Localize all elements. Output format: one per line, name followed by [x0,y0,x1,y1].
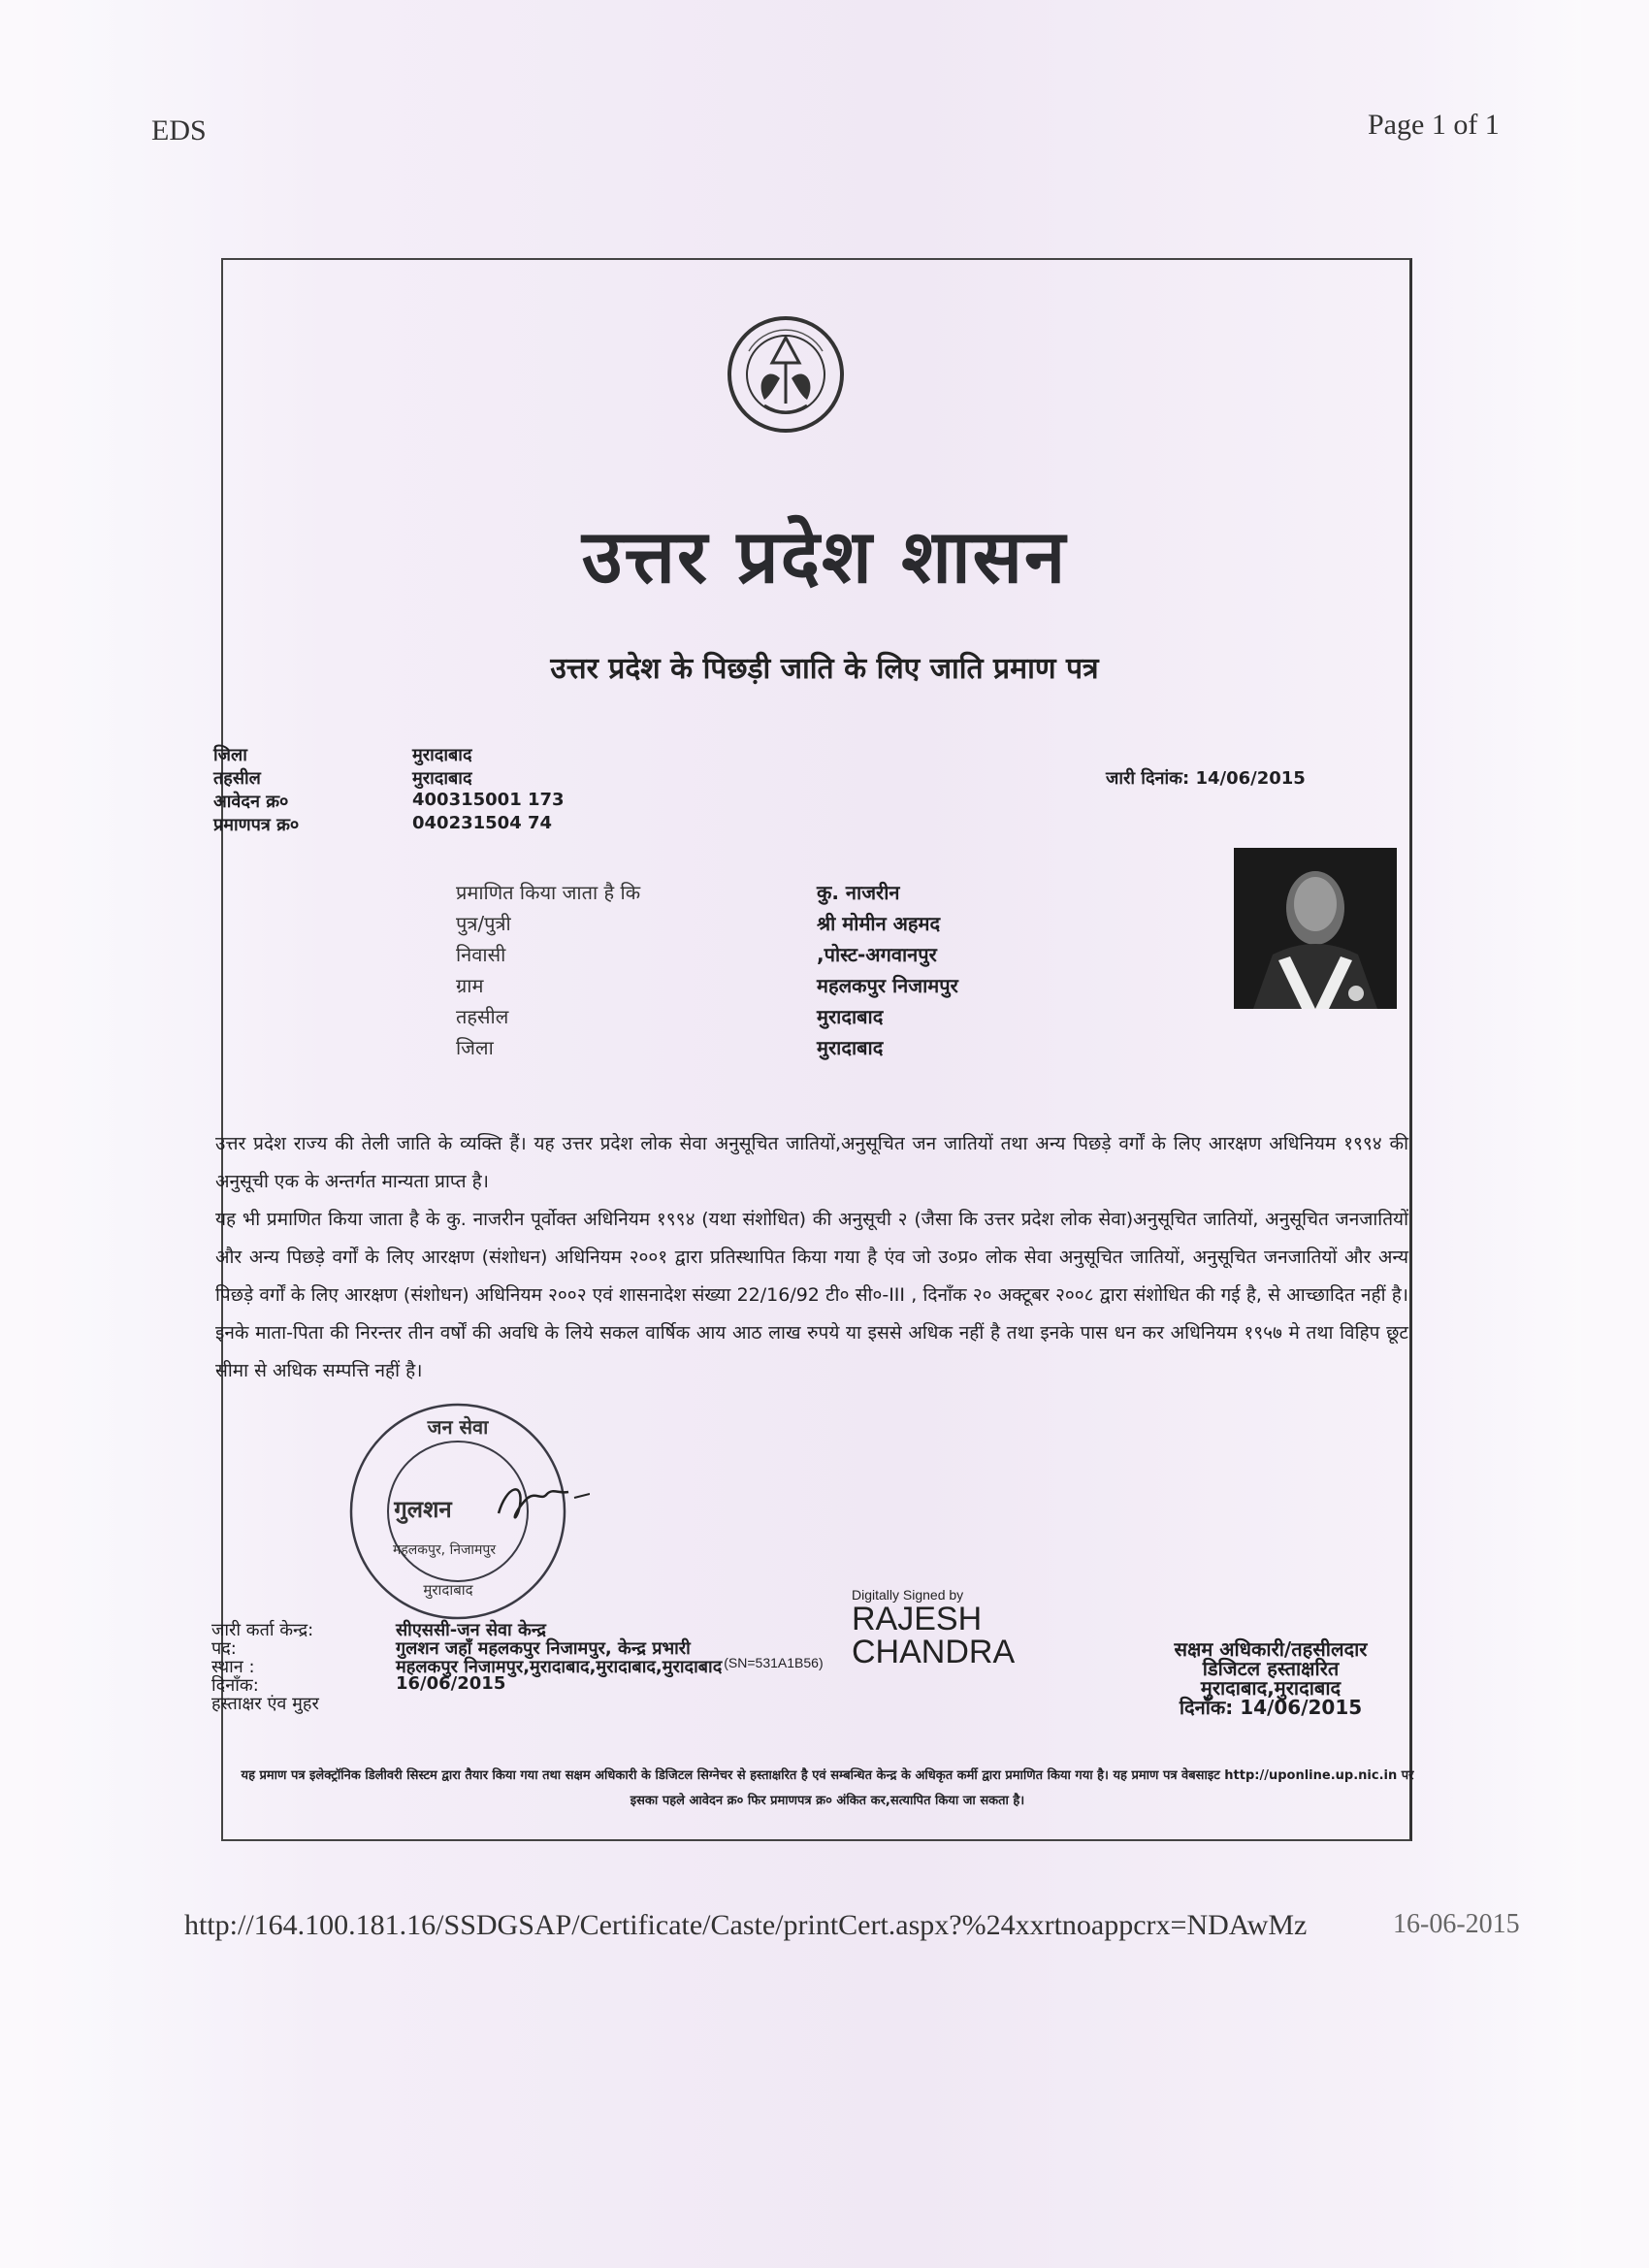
center-label: जारी कर्ता केन्द्र: [211,1620,314,1640]
issuer-block [211,1618,824,1714]
certified-label: प्रमाणित किया जाता है कि [456,881,641,904]
village-label: ग्राम [456,974,484,997]
signer-last-name: CHANDRA [852,1634,1016,1670]
officer-place: मुरादाबाद,मुरादाबाद [1200,1676,1342,1700]
person-tehsil-value: मुरादाबाद [817,1005,884,1028]
tehsil-value: मुरादाबाद [412,768,472,789]
scan-margin-right [1581,0,1649,2268]
scan-margin-left [0,0,68,2268]
certificate-subtitle: उत्तर प्रदेश के पिछड़ी जाति के लिए जाति प्रमाण पत्र [550,652,1099,686]
issuer-date-label: दिनाँक: [211,1675,259,1696]
certificate-meta [213,743,565,836]
issue-date-label: जारी दिनांक: [1106,768,1190,789]
post-label: पद: [211,1638,237,1659]
officer-date-value: 14/06/2015 [1240,1696,1363,1719]
officer-signed: डिजिटल हस्ताक्षरित [1202,1657,1340,1680]
person-name: कु. नाजरीन [817,881,900,904]
relation-label: पुत्र/पुत्री [456,912,511,935]
person-tehsil-label: तहसील [456,1005,509,1028]
seal-line-3: महलकपुर, निजामपुर [392,1542,497,1558]
address-value: ,पोस्ट-अगवानपुर [817,943,937,966]
place-label: स्थान : [211,1657,255,1677]
certificate-title: उत्तर प्रदेश शासन [581,513,1068,599]
certification-paragraph: यह भी प्रमाणित किया जाता है के कु. नाजरीन पूर्वोक्त अधिनियम १९९४ (यथा संशोधित) की अनुसूची २ (जैसा कि उत्तर प्रदेश लोक सेवा)अनुसूचित जातियों, अनुसूचित जनजातियों और अन्य पिछड़े वर्गों के लिए आरक्षण (संशोधन) अधिनियम २००१ द्वारा प्रतिस्थापित किया गया है एंव जो उ०प्र० लोक सेवा अनुसूचित जातियों, अनुसूचित जनजातियों और अन्य पिछड़े वर्गों के लिए आरक्षण (संशोधन) अधिनियम २००२ एवं शासनादेश संख्या 22/16/92 टी० सी०-III , दिनाँक २० अक्टूबर २००८ द्वारा संशोधित की गई है, से आच्छादित नहीं है।इनके माता-पिता की निरन्तर तीन वर्षों की अवधि के लिये सकल वार्षिक आय आठ लाख रुपये या इससे अधिक नहीं है तथा इनके पास धन कर अधिनियम १९५७ मे तथा विहिप छूट सीमा से अधिक सम्पत्ति नहीं है। [215,1209,1408,1381]
application-label: आवेदन क्र० [213,792,289,812]
print-url: http://164.100.181.16/SSDGSAP/Certificate/Caste/printCert.aspx?%24xxrtnoappcrx=NDAwMz [184,1909,1308,1941]
person-district-value: मुरादाबाद [817,1036,884,1059]
signer-serial: (SN=531A1B56) [724,1655,824,1670]
sign-seal-label: हस्ताक्षर एंव मुहर [211,1694,319,1714]
person-district-label: जिला [456,1036,494,1059]
caste-paragraph: उत्तर प्रदेश राज्य की तेली जाति के व्यक्ति हैं। यह उत्तर प्रदेश लोक सेवा अनुसूचित जातियों,अनुसूचित जन जातियों तथा अन्य पिछड़े वर्गों के लिए आरक्षण अधिनियम १९९४ की अनुसूची एक के अन्तर्गत मान्यता प्राप्त है। [215,1133,1408,1192]
issuer-date-value: 16/06/2015 [396,1673,506,1694]
district-label: जिला [213,745,247,765]
officer-date-label: दिनाँक: [1179,1696,1234,1719]
officer-date [1116,1698,1426,1717]
footer-note: यह प्रमाण पत्र इलेक्ट्रॉनिक डिलीवरी सिस्टम द्वारा तैयार किया गया तथा सक्षम अधिकारी के डिजिटल सिग्नेचर से हस्ताक्षरित है एवं सम्बन्धित केन्द्र के अधिकृत कर्मी द्वारा प्रमाणित किया गया है। यह प्रमाण पत्र वेबसाइट http://uponline.up.nic.in पर इसका पहले आवेदन क्र० फिर प्रमाणपत्र क्र० अंकित कर,सत्यापित किया जा सकता है। [241,1768,1414,1808]
place-value: महलकपुर निजामपुर,मुरादाबाद,मुरादाबाद,मुरादाबाद [396,1657,723,1677]
district-value: मुरादाबाद [412,745,472,765]
resident-label: निवासी [456,943,506,966]
application-number: 400315001 173 [412,790,565,810]
officer-block [1116,1639,1426,1717]
digital-signature-block [852,1587,1015,1669]
rubber-seal-stamp [336,1397,590,1626]
person-photo-icon [1234,848,1397,1009]
officer-signature-icon [499,1489,568,1517]
tehsil-label: तहसील [213,768,261,789]
post-value: गुलशन जहाँ महलकपुर निजामपुर, केन्द्र प्रभारी [396,1638,691,1659]
officer-title: सक्षम अधिकारी/तहसीलदार [1174,1637,1368,1661]
state-emblem-icon [726,299,846,456]
seal-line-4: मुरादाबाद [423,1581,473,1599]
print-date: 16-06-2015 [1393,1909,1520,1939]
father-name: श्री मोमीन अहमद [817,912,941,935]
issue-date-value: 14/06/2015 [1195,768,1306,789]
seal-line-1: जन सेवा [427,1415,489,1439]
center-value: सीएससी-जन सेवा केन्द्र [396,1620,546,1640]
person-details [456,879,958,1065]
applicant-photo [1234,848,1397,1009]
certificate-number: 040231504 74 [412,813,553,833]
issue-date [1106,766,1306,790]
seal-line-2: गुलशन [394,1496,452,1523]
page-header-left: EDS [151,114,207,146]
village-value: महलकपुर निजामपुर [817,974,958,997]
digital-sign-label: Digitally Signed by [852,1587,964,1603]
page-header-right: Page 1 of 1 [1368,109,1500,141]
signer-first-name: RAJESH [852,1601,983,1637]
certificate-label: प्रमाणपत्र क्र० [213,815,300,835]
